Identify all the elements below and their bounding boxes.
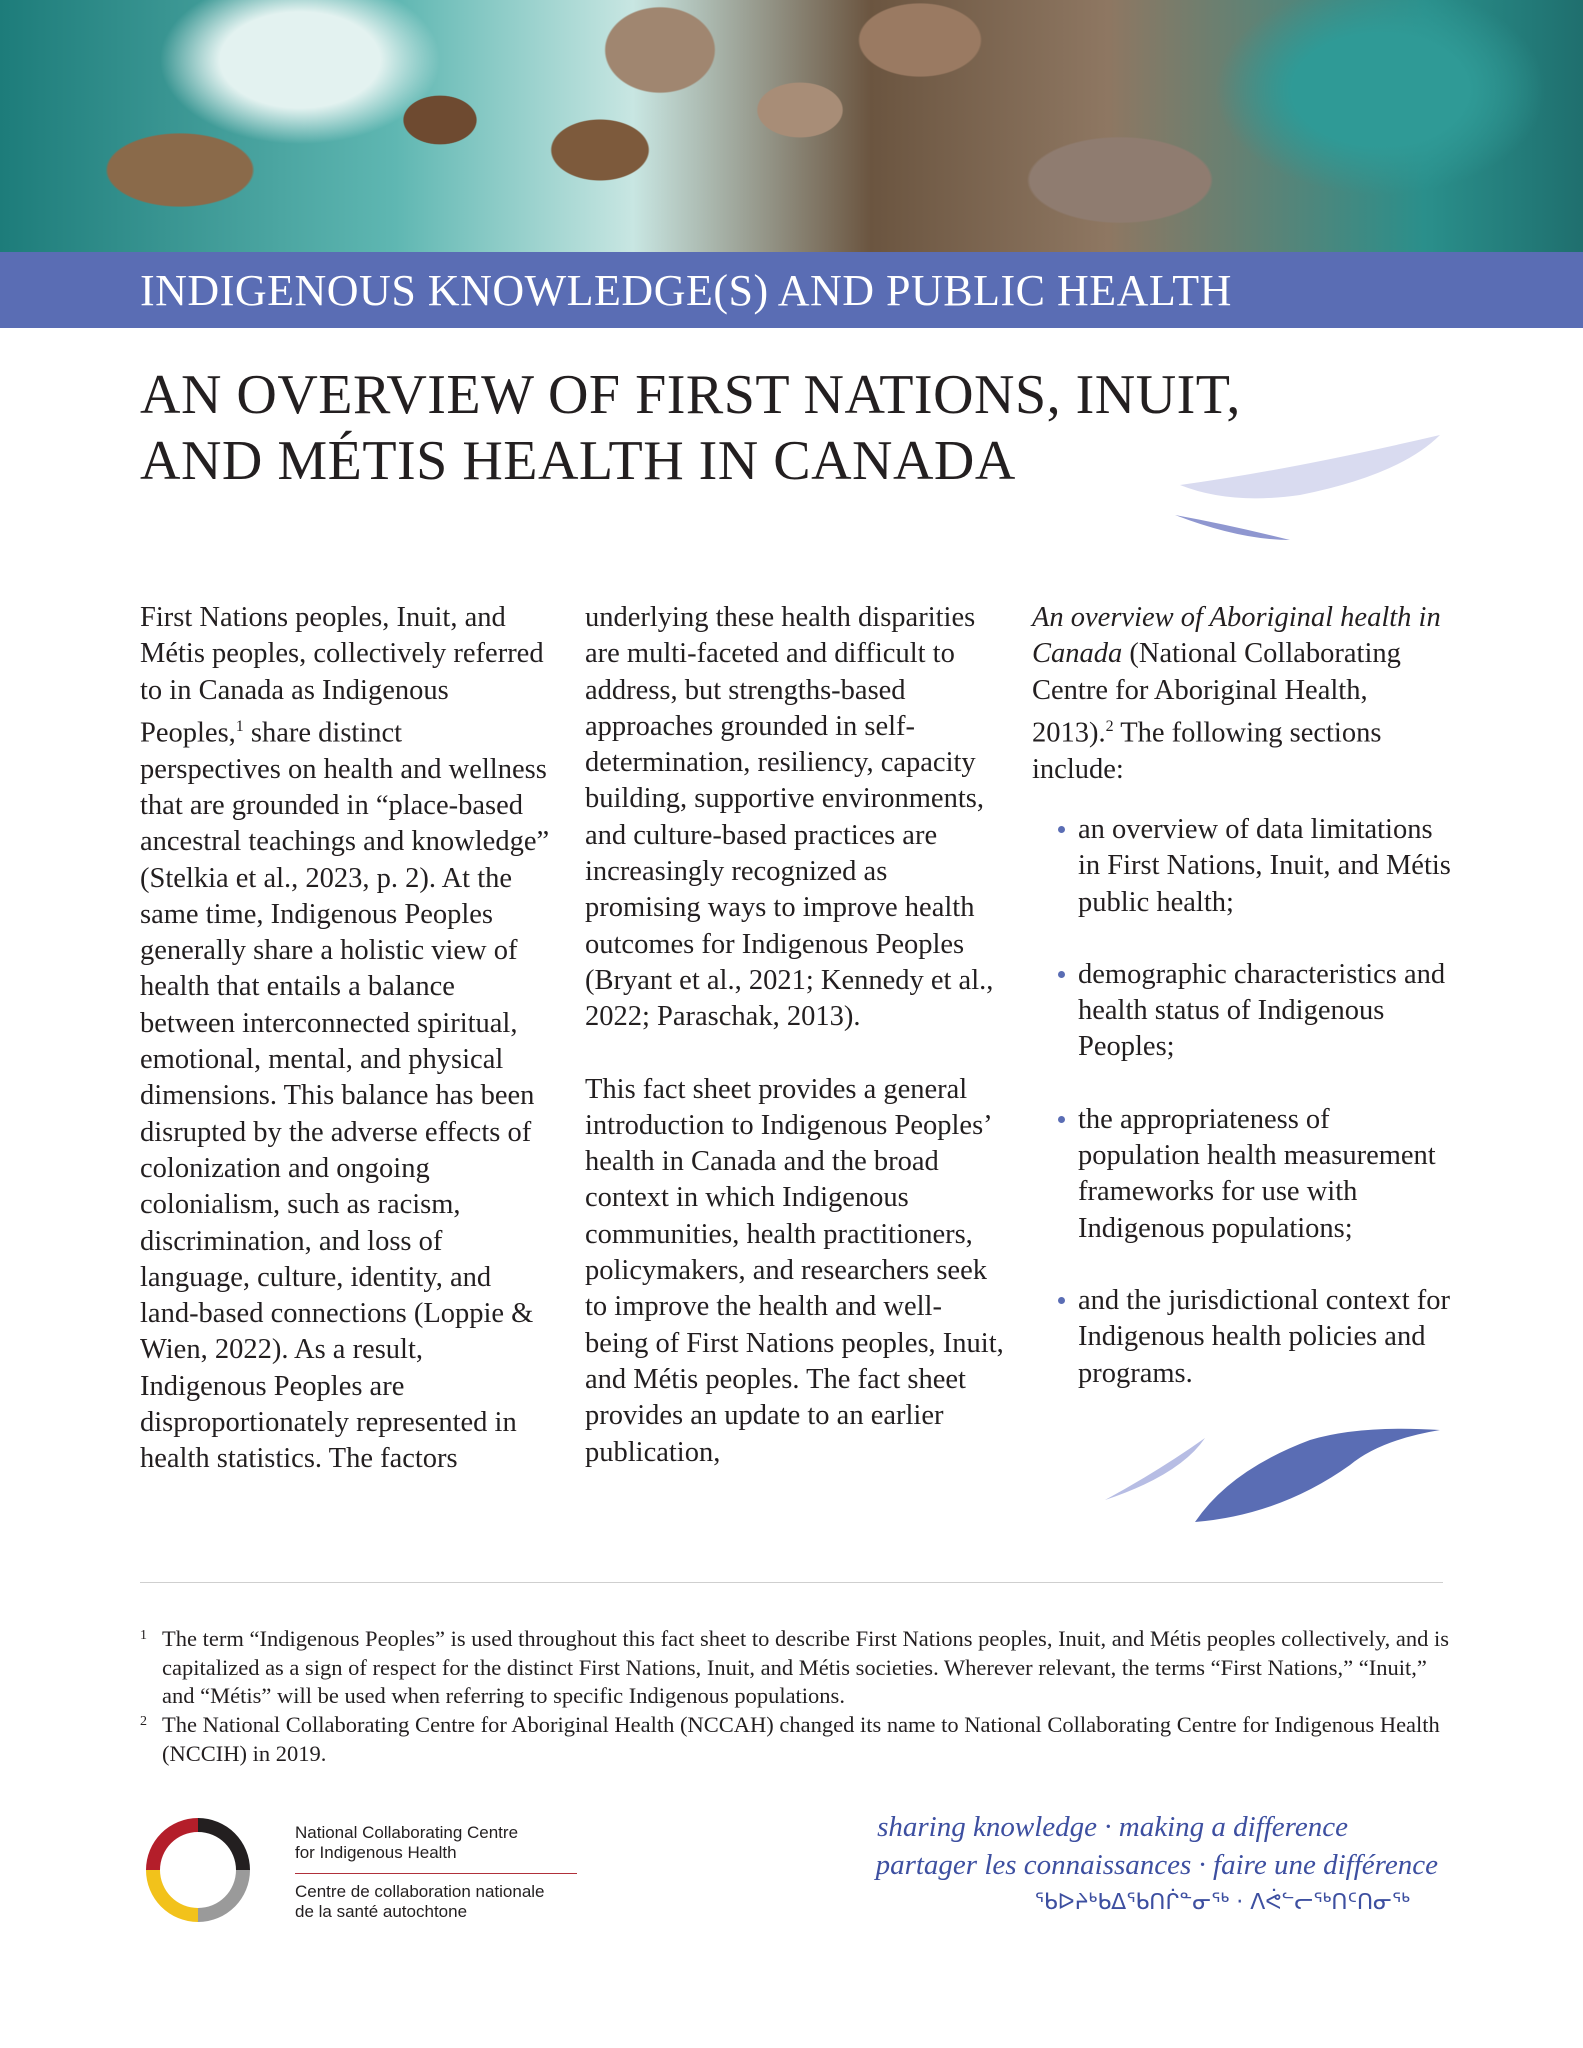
- series-title: INDIGENOUS KNOWLEDGE(S) AND PUBLIC HEALTH: [140, 266, 1232, 315]
- organization-name: [295, 1823, 577, 1922]
- hero-river-rocks-image: [0, 0, 1583, 252]
- body-column-2: [585, 600, 1005, 1507]
- title-line-2: AND MÉTIS HEALTH IN CANADA: [140, 430, 1016, 492]
- org-name-fr-2: de la santé autochtone: [295, 1902, 468, 1921]
- list-item: and the jurisdictional context for Indigenous health policies and programs.: [1032, 1283, 1452, 1392]
- tagline-en: sharing knowledge · making a difference: [877, 1811, 1348, 1843]
- title-line-1: AN OVERVIEW OF FIRST NATIONS, INUIT,: [140, 364, 1241, 426]
- publication-title: An overview of Aboriginal health in Canada: [1032, 602, 1441, 670]
- footnote-ref-2[interactable]: 2: [1105, 717, 1114, 735]
- org-name-en-2: for Indigenous Health: [295, 1843, 457, 1862]
- feather-icon: [1170, 430, 1450, 550]
- footnote-divider: [140, 1582, 1443, 1583]
- feathers-icon: [1100, 1410, 1450, 1530]
- nccih-logo-icon: [140, 1812, 256, 1928]
- org-name-en-1: National Collaborating Centre: [295, 1823, 519, 1842]
- tagline: [876, 1808, 1438, 1922]
- tagline-fr: partager les connaissances · faire une différence: [875, 1849, 1438, 1881]
- intro-text: First Nations peoples, Inuit, and Métis peoples, collectively referred to in Canada as Indigenous Peoples,: [140, 602, 544, 749]
- list-item: demographic characteristics and health status of Indigenous Peoples;: [1032, 957, 1452, 1066]
- body-column-1: [140, 600, 550, 1514]
- fact-sheet-text: This fact sheet provides a general introduction to Indigenous Peoples’ health in Canada and the broad context in which Indigenous communities, health practitioners, policymakers, and researchers seek to improve the health and well-being of First Nations peoples, Inuit, and Métis peoples. The fact sheet provides an update to an earlier publication,: [585, 1073, 1004, 1468]
- org-divider: [295, 1873, 577, 1874]
- footnote-number: 2: [140, 1714, 147, 1729]
- fact-sheet-paragraph: [585, 1072, 1005, 1471]
- footnote-text: The term “Indigenous Peoples” is used throughout this fact sheet to describe First Nations peoples, Inuit, and Métis peoples collectively, and is capitalized as a sign of respect for the distinct First Nations, Inuit, and Métis societies. Wherever relevant, the terms “First Nations,” “Inuit,” and “Métis” will be used when referring to specific Indigenous populations.: [162, 1626, 1450, 1708]
- tagline-iu: ᖃᐅᔨᒃᑲᐃᖃᑎᒌᓐᓂᖅ · ᐱᕚᓪᓕᖅᑎᑦᑎᓂᖅ: [1034, 1890, 1410, 1915]
- list-item: an overview of data limitations in First Nations, Inuit, and Métis public health;: [1032, 812, 1452, 921]
- intro-text-cont: share distinct perspectives on health and wellness that are grounded in “place-based ancestral teachings and knowledge” (Stelkia et al., 2023, p. 2). At the same time, Indigenous Peoples generally share a holistic view of health that entails a balance between interconnected spiritual, emotional, mental, and physical dimensions. This balance has been disrupted by the adverse effects of colonization and ongoing colonialism, such as racism, discrimination, and loss of language, culture, identity, and land-based connections (Loppie & Wien, 2022). As a result, Indigenous Peoples are disproportionately represented in health statistics. The factors: [140, 717, 550, 1475]
- intro-paragraph-continued: underlying these health disparities are multi-faceted and difficult to address, but strengths-based approaches grounded in self-determination, resiliency, capacity building, supportive environments, and culture-based practices are increasingly recognized as promising ways to improve health outcomes for Indigenous Peoples (Bryant et al., 2021; Kennedy et al., 2022; Paraschak, 2013).: [585, 602, 994, 1033]
- body-column-3: [1032, 600, 1452, 1428]
- page-title: [140, 362, 1241, 494]
- list-item: the appropriateness of population health measurement frameworks for use with Indigenous populations;: [1032, 1102, 1452, 1247]
- footnote-number: 1: [140, 1628, 147, 1643]
- fact-sheet-citation: (National Collaborating Centre for Aboriginal Health, 2013).: [1032, 638, 1401, 749]
- org-name-fr-1: Centre de collaboration nationale: [295, 1882, 545, 1901]
- fact-sheet-tail: The following sections include:: [1032, 717, 1382, 785]
- footnote-ref-1[interactable]: 1: [235, 717, 244, 735]
- footnote-1: [140, 1625, 1450, 1711]
- intro-paragraph: [140, 600, 550, 1478]
- sections-list: [1032, 812, 1452, 1392]
- footnote-text: The National Collaborating Centre for Aboriginal Health (NCCAH) changed its name to National Collaborating Centre for Indigenous Health (NCCIH) in 2019.: [162, 1712, 1440, 1766]
- fact-sheet-paragraph-continued: [1032, 600, 1452, 788]
- footnote-2: [140, 1711, 1450, 1768]
